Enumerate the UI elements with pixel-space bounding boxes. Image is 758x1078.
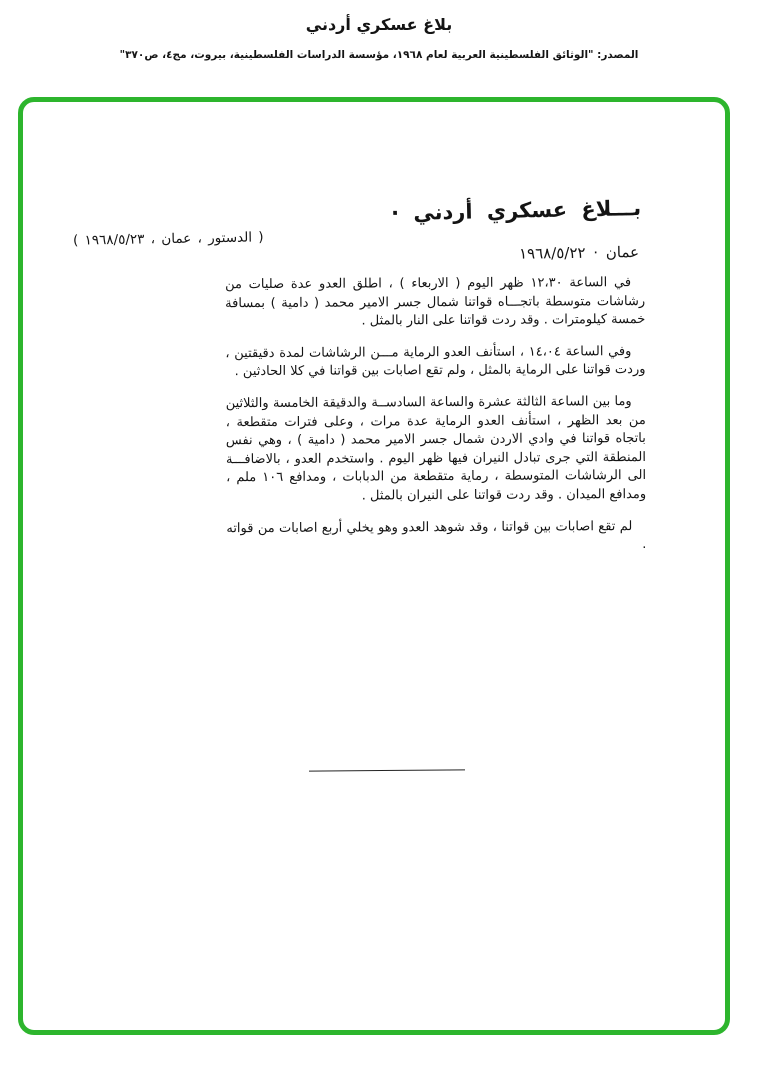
newspaper-citation: ( الدستور ، عمان ، ١٩٦٨/٥/٢٣ )	[72, 229, 264, 249]
document-frame	[18, 97, 730, 1035]
scanned-document	[23, 102, 725, 1030]
doc-paragraph: لم تقع اصابات بين قواتنا ، وقد شوهد العدو وهو يخلي أربع اصابات من قواته .	[226, 518, 647, 553]
communique-place-date: عمان · ١٩٦٨/٥/٢٢	[518, 243, 640, 263]
doc-paragraph: في الساعة ١٢،٣٠ ظهر اليوم ( الاربعاء ) ، اطلق العدو عدة صليات من رشاشات متوسطة باتجـــاه قواتنا شمال جسر الامير محمد ( دامية ) بمسافة خمسة كيلومترات . وقد ردت قواتنا على النار بالمثل .	[225, 275, 646, 329]
signature-divider-line	[309, 769, 465, 771]
doc-paragraph: وما بين الساعة الثالثة عشرة والساعة السادســة والدقيقة الخامسة والثلاثين من بعد الظهر ، استأنف العدو الرماية عدة مرات ، وعلى فترات متقطعة ، باتجاه قواتنا في وادي الاردن شمال جسر الامير محمد ( دامية ) ، وهي نفس المنطقة التي جرى تبادل النيران فيها ظهر اليوم . واستخدم العدو ، بالاضافـــة الى الرشاشات المتوسطة ، رماية متقطعة من الدبابات ، ومدافع ١٠٦ ملم ، ومدافع الميدان . وقد ردت قواتنا على النيران بالمثل .	[225, 394, 647, 504]
communique-body	[225, 274, 647, 570]
page-header-title: بلاغ عسكري أردني	[305, 15, 453, 34]
doc-paragraph: وفي الساعة ١٤،٠٤ ، استأنف العدو الرماية مـــن الرشاشات لمدة دقيقتين ، وردت قواتنا على الرماية بالمثل ، ولم تقع اصابات بين قواتنا في كلا الحادثين .	[225, 343, 646, 380]
communique-title: بـــلاغ عسكري أردني ·	[390, 196, 642, 226]
source-citation-line: المصدر: "الوثائق الفلسطينية العربية لعام ١٩٦٨، مؤسسة الدراسات الفلسطينية، بيروت، مج٤، ص٣٧٠"	[119, 49, 639, 61]
